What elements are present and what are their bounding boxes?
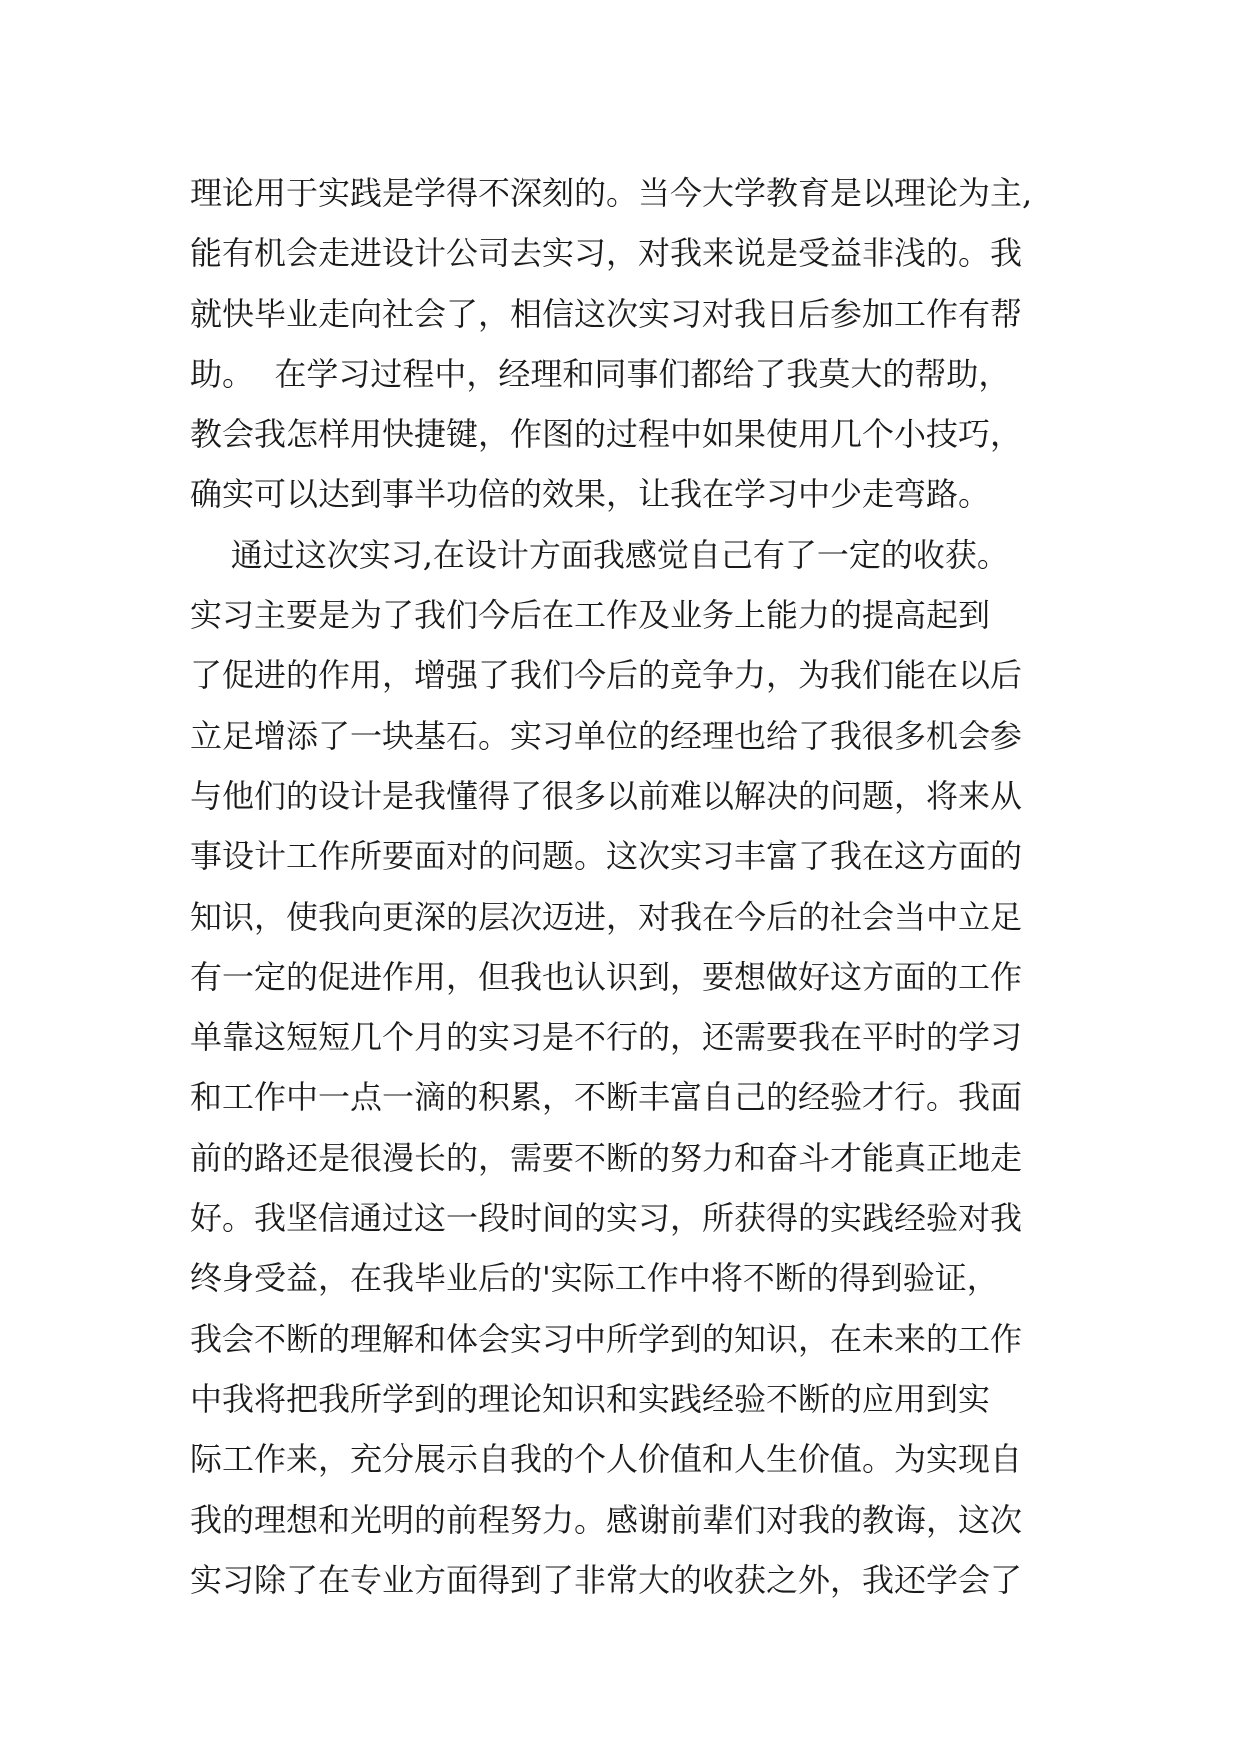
text-line: 实习主要是为了我们今后在工作及业务上能力的提高起到 [190, 596, 991, 635]
text-line: 终身受益，在我毕业后的'实际工作中将不断的得到验证， [190, 1259, 999, 1298]
text-line: 教会我怎样用快捷键，作图的过程中如果使用几个小技巧， [190, 415, 1023, 454]
text-line: 有一定的促进作用，但我也认识到，要想做好这方面的工作 [190, 957, 1023, 996]
text-line: 前的路还是很漫长的，需要不断的努力和奋斗才能真正地走 [190, 1138, 1023, 1177]
text-line: 事设计工作所要面对的问题。这次实习丰富了我在这方面的 [190, 837, 1023, 876]
text-line: 立足增添了一块基石。实习单位的经理也给了我很多机会参 [190, 716, 1023, 755]
text-line: 好。我坚信通过这一段时间的实习，所获得的实践经验对我 [190, 1199, 1023, 1238]
text-line: 实习除了在专业方面得到了非常大的收获之外，我还学会了 [190, 1560, 1023, 1599]
body-text [190, 163, 1090, 1610]
text-line: 了促进的作用，增强了我们今后的竞争力，为我们能在以后 [190, 656, 1023, 695]
text-line: 中我将把我所学到的理论知识和实践经验不断的应用到实 [190, 1379, 991, 1418]
text-line: 理论用于实践是学得不深刻的。当今大学教育是以理论为主, [190, 174, 1033, 212]
text-line: 助。 在学习过程中，经理和同事们都给了我莫大的帮助， [190, 354, 1011, 393]
text-line: 我的理想和光明的前程努力。感谢前辈们对我的教诲，这次 [190, 1500, 1023, 1539]
text-line: 通过这次实习,在设计方面我感觉自己有了一定的收获。 [190, 535, 1009, 574]
text-line: 际工作来，充分展示自我的个人价值和人生价值。为实现自 [190, 1440, 1023, 1479]
text-line: 与他们的设计是我懂得了很多以前难以解决的问题，将来从 [190, 776, 1023, 815]
text-line: 和工作中一点一滴的积累，不断丰富自己的经验才行。我面 [190, 1078, 1023, 1117]
text-line: 能有机会走进设计公司去实习，对我来说是受益非浅的。我 [190, 234, 1023, 273]
text-line: 单靠这短短几个月的实习是不行的，还需要我在平时的学习 [190, 1018, 1023, 1057]
text-line: 确实可以达到事半功倍的效果，让我在学习中少走弯路。 [190, 475, 991, 514]
text-line: 我会不断的理解和体会实习中所学到的知识，在未来的工作 [190, 1319, 1023, 1358]
text-line: 就快毕业走向社会了，相信这次实习对我日后参加工作有帮 [190, 294, 1023, 333]
text-line: 知识，使我向更深的层次迈进，对我在今后的社会当中立足 [190, 897, 1023, 936]
